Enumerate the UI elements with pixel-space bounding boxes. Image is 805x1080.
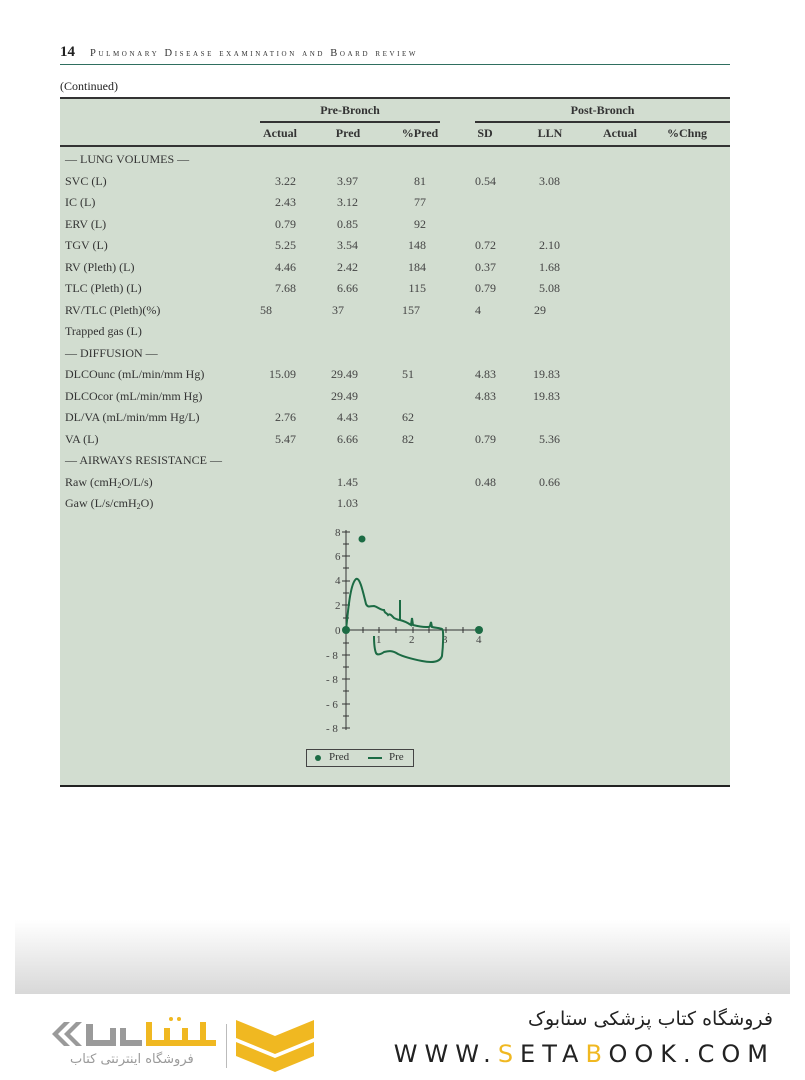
setabook-logo-wordmark — [50, 1016, 220, 1052]
header-bottom-rule — [60, 145, 730, 147]
cell-dl-va-pred: 4.43 — [337, 410, 358, 424]
svg-text:- 8: - 8 — [326, 674, 338, 686]
cell-tgv-pred: 3.54 — [337, 238, 358, 252]
row-label-trapped-gas: Trapped gas (L) — [65, 324, 142, 338]
cell-dlco-cor-lln: 19.83 — [533, 389, 560, 403]
cell-va-actual: 5.47 — [275, 432, 296, 446]
cell-tlc-lln: 5.08 — [539, 281, 560, 295]
cell-tlc-actual: 7.68 — [275, 281, 296, 295]
section-diffusion: — DIFFUSION — — [65, 346, 158, 360]
cell-svc-actual: 3.22 — [275, 174, 296, 188]
chart-legend — [306, 749, 414, 767]
legend-pred-label: Pred — [329, 751, 350, 763]
store-name: فروشگاه کتاب پزشکی ستابوک — [527, 1008, 773, 1030]
cell-svc-pred: 3.97 — [337, 174, 358, 188]
cell-erv-pct-pred: 92 — [414, 217, 426, 231]
svg-text:- 8: - 8 — [326, 723, 338, 735]
group-header-pre-bronch: Pre-Bronch — [320, 103, 380, 117]
row-label-erv: ERV (L) — [65, 217, 107, 231]
cell-tgv-actual: 5.25 — [275, 238, 296, 252]
row-label-ic: IC (L) — [65, 195, 96, 209]
cell-tlc-pred: 6.66 — [337, 281, 358, 295]
pre-flow-volume-curve — [346, 579, 443, 662]
setabook-footer-banner — [0, 994, 805, 1080]
row-label-dl-va: DL/VA (mL/min/mm Hg/L) — [65, 410, 200, 424]
flow-volume-chart — [322, 522, 502, 772]
cell-rv-tlc-actual: 58 — [260, 303, 272, 317]
book-title: Pulmonary Disease examination and Board review — [90, 48, 419, 59]
col-header-pct-chng: %Chng — [666, 126, 707, 140]
cell-rv-lln: 1.68 — [539, 260, 560, 274]
row-label-rv-tlc: RV/TLC (Pleth)(%) — [65, 303, 161, 317]
post-bronch-rule — [475, 121, 730, 123]
cell-tgv-sd: 0.72 — [475, 238, 496, 252]
row-label-tgv: TGV (L) — [65, 238, 108, 252]
legend-pre-label: Pre — [389, 751, 404, 763]
cell-rv-pred: 2.42 — [337, 260, 358, 274]
row-label-raw: Raw (cmH$_2$O/L/s) — [65, 475, 153, 490]
cell-tlc-sd: 0.79 — [475, 281, 496, 295]
cell-erv-actual: 0.79 — [275, 217, 296, 231]
pre-line-icon — [368, 757, 382, 759]
svg-text:4: 4 — [476, 634, 482, 646]
cell-va-pct-pred: 82 — [402, 432, 414, 446]
row-label-svc: SVC (L) — [65, 174, 107, 188]
pre-bronch-rule — [260, 121, 440, 123]
section-airways-resistance: — AIRWAYS RESISTANCE — — [65, 453, 222, 467]
cell-va-sd: 0.79 — [475, 432, 496, 446]
x-tick-labels — [376, 634, 482, 646]
cell-dlco-unc-pct-pred: 51 — [402, 367, 414, 381]
svg-text:8: 8 — [335, 527, 341, 539]
logo-subtitle: فروشگاه اینترنتی کتاب — [70, 1052, 194, 1067]
cell-rv-pct-pred: 184 — [408, 260, 426, 274]
svg-text:- 6: - 6 — [326, 699, 338, 711]
pft-table-panel — [60, 97, 730, 787]
row-label-dlco-unc: DLCOunc (mL/min/mm Hg) — [65, 367, 205, 381]
continued-label: (Continued) — [60, 79, 118, 93]
cell-va-lln: 5.36 — [539, 432, 560, 446]
pred-point — [342, 626, 350, 634]
col-header-lln: LLN — [537, 126, 563, 140]
cell-ic-pct-pred: 77 — [414, 195, 426, 209]
svg-text:4: 4 — [335, 575, 341, 587]
cell-dlco-unc-pred: 29.49 — [331, 367, 358, 381]
cell-raw-sd: 0.48 — [475, 475, 496, 489]
col-header-actual: Actual — [263, 126, 297, 140]
cell-dlco-unc-sd: 4.83 — [475, 367, 496, 381]
cell-dlco-cor-pred: 29.49 — [331, 389, 358, 403]
section-lung-volumes: — LUNG VOLUMES — — [65, 152, 190, 166]
cell-tgv-lln: 2.10 — [539, 238, 560, 252]
cell-svc-lln: 3.08 — [539, 174, 560, 188]
cell-tgv-pct-pred: 148 — [408, 238, 426, 252]
store-url[interactable]: WWW.SETABOOK.COM — [393, 1040, 775, 1068]
cell-dl-va-actual: 2.76 — [275, 410, 296, 424]
cell-tlc-pct-pred: 115 — [408, 281, 426, 295]
svg-text:1: 1 — [376, 634, 382, 646]
row-label-gaw: Gaw (L/s/cmH$_2$O) — [65, 496, 154, 511]
svg-text:0: 0 — [335, 625, 341, 637]
svg-text:3: 3 — [442, 634, 448, 646]
svg-text:- 8: - 8 — [326, 650, 338, 662]
cell-svc-sd: 0.54 — [475, 174, 496, 188]
page-bottom-shadow — [15, 920, 790, 994]
col-header-sd: SD — [477, 126, 493, 140]
cell-dlco-unc-actual: 15.09 — [269, 367, 296, 381]
cell-rv-tlc-pct-pred: 157 — [402, 303, 420, 317]
cell-raw-pred: 1.45 — [337, 475, 358, 489]
col-header-pred: Pred — [335, 126, 361, 140]
cell-rv-tlc-lln: 29 — [534, 303, 546, 317]
cell-ic-pred: 3.12 — [337, 195, 358, 209]
row-label-rv: RV (Pleth) (L) — [65, 260, 135, 274]
group-header-post-bronch: Post-Bronch — [570, 103, 635, 117]
cell-gaw-pred: 1.03 — [337, 496, 358, 510]
running-head — [60, 44, 730, 65]
logo-separator — [226, 1024, 227, 1068]
cell-dl-va-pct-pred: 62 — [402, 410, 414, 424]
cell-rv-actual: 4.46 — [275, 260, 296, 274]
cell-rv-tlc-pred: 37 — [332, 303, 344, 317]
cell-ic-actual: 2.43 — [275, 195, 296, 209]
cell-rv-sd: 0.37 — [475, 260, 496, 274]
col-header-pct-pred: %Pred — [401, 126, 439, 140]
cell-dlco-unc-lln: 19.83 — [533, 367, 560, 381]
cell-dlco-cor-sd: 4.83 — [475, 389, 496, 403]
pred-dot-icon — [315, 755, 321, 761]
row-label-va: VA (L) — [65, 432, 99, 446]
cell-rv-tlc-sd: 4 — [475, 303, 481, 317]
pred-point — [475, 626, 483, 634]
svg-text:6: 6 — [335, 551, 341, 563]
cell-svc-pct-pred: 81 — [414, 174, 426, 188]
row-label-dlco-cor: DLCOcor (mL/min/mm Hg) — [65, 389, 203, 403]
setabook-chevron-logo-icon — [236, 1018, 314, 1074]
x-axis — [346, 627, 480, 633]
col-header-post-actual: Actual — [603, 126, 637, 140]
svg-text:2: 2 — [409, 634, 415, 646]
svg-text:2: 2 — [335, 600, 341, 612]
cell-va-pred: 6.66 — [337, 432, 358, 446]
cell-raw-lln: 0.66 — [539, 475, 560, 489]
row-label-tlc: TLC (Pleth) (L) — [65, 281, 142, 295]
y-tick-labels — [326, 527, 341, 735]
cell-erv-pred: 0.85 — [337, 217, 358, 231]
pred-point — [359, 536, 366, 543]
page-number: 14 — [60, 44, 75, 60]
